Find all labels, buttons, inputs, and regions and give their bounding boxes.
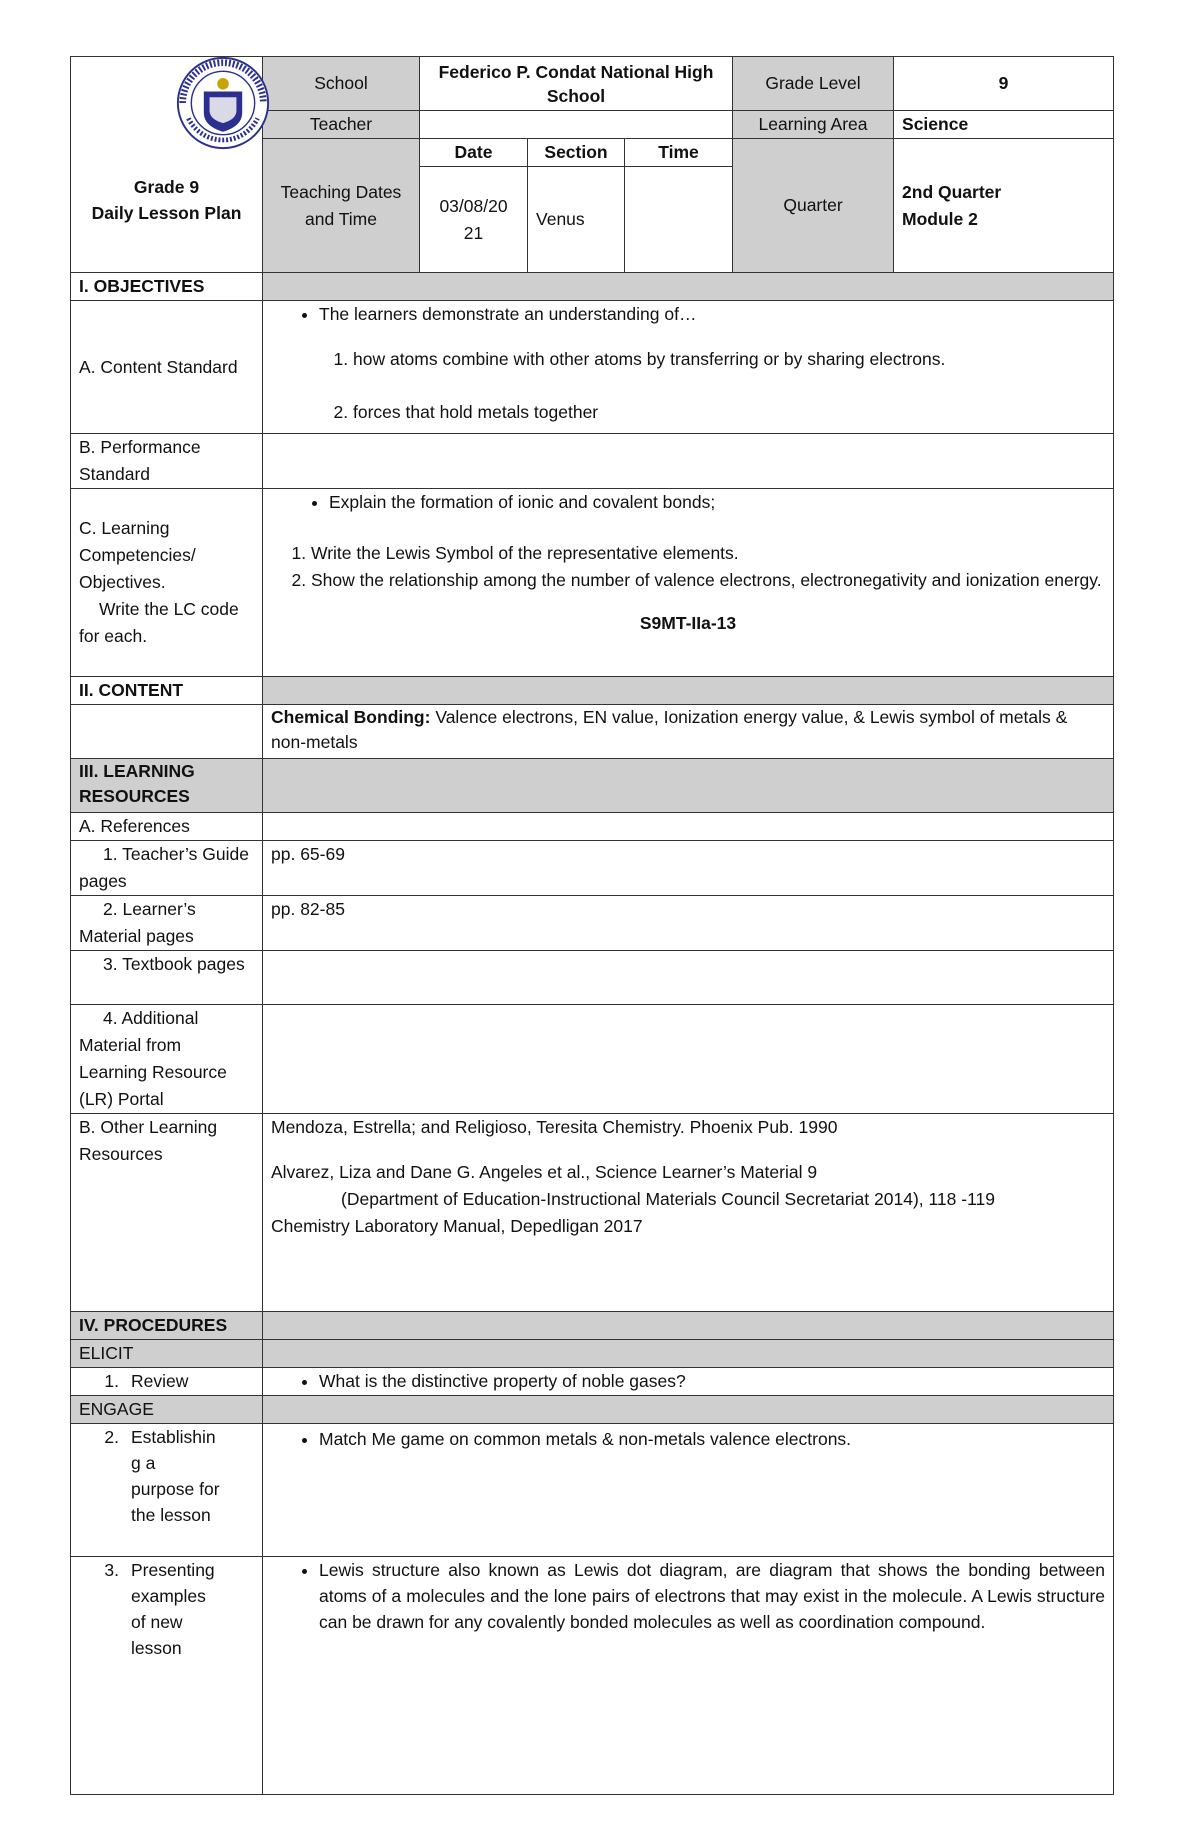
content-topic-bold: Chemical Bonding: (271, 707, 431, 727)
review-value (263, 1368, 1114, 1396)
other-resource-2: Alvarez, Liza and Dane G. Angeles et al., Science Learner’s Material 9 (271, 1162, 818, 1182)
content-heading-fill (263, 677, 1114, 705)
quarter-line-2: Module 2 (902, 208, 978, 229)
grade-level-value: 9 (894, 57, 1114, 111)
elicit-fill (263, 1340, 1114, 1368)
content-topic (263, 705, 1114, 759)
time-label: Time (625, 139, 733, 167)
procedures-heading-fill (263, 1312, 1114, 1340)
textbook-label-text: 3. Textbook pages (103, 954, 245, 974)
content-heading: II. CONTENT (71, 677, 263, 705)
engage-label: ENGAGE (71, 1396, 263, 1424)
procedures-heading: IV. PROCEDURES (71, 1312, 263, 1340)
tg-label-text: 1. Teacher’s Guide pages (79, 844, 249, 891)
learning-area-label: Learning Area (733, 111, 894, 139)
resources-heading: III. LEARNING RESOURCES (71, 759, 263, 813)
teaching-dates-label: Teaching Dates and Time (263, 139, 420, 273)
other-resources-value (263, 1114, 1114, 1312)
lesson-plan-table (70, 56, 1114, 1795)
review-label (71, 1368, 263, 1396)
examples-value (263, 1557, 1114, 1795)
elicit-label: ELICIT (71, 1340, 263, 1368)
examples-text: Presenting examples of new lesson (131, 1560, 215, 1658)
purpose-value (263, 1424, 1114, 1557)
content-standard-item: 1. how atoms combine with other atoms by transferring or by sharing electrons. (353, 346, 1105, 373)
section-value: Venus (528, 167, 625, 273)
textbook-value (263, 951, 1114, 1005)
purpose-activity: • Match Me game on common metals & non-metals valence electrons. (319, 1426, 1105, 1453)
purpose-num: 2. (104, 1427, 119, 1447)
other-resources-label: B. Other Learning Resources (71, 1114, 263, 1312)
additional-value (263, 1005, 1114, 1114)
purpose-label (71, 1424, 263, 1557)
performance-standard-label: B. Performance Standard (71, 434, 263, 489)
content-standard-intro: • The learners demonstrate an understanding of… (319, 301, 1105, 328)
examples-label (71, 1557, 263, 1795)
competency-bullet: • Explain the formation of ionic and covalent bonds; (329, 489, 1105, 516)
school-value: Federico P. Condat National High School (420, 57, 733, 111)
time-value (625, 167, 733, 273)
teacher-value (420, 111, 733, 139)
content-standard-value (263, 301, 1114, 434)
quarter-line-1: 2nd Quarter (902, 181, 1002, 202)
purpose-text: Establishin g a purpose for the lesson (131, 1427, 220, 1525)
plan-title-dlp: Daily Lesson Plan (91, 202, 242, 223)
textbook-label (71, 951, 263, 1005)
references-label: A. References (71, 813, 263, 841)
competencies-value (263, 489, 1114, 677)
competencies-label-sub: Write the LC code for each. (79, 599, 239, 646)
lc-code: S9MT-IIa-13 (639, 613, 737, 633)
teacher-label: Teacher (263, 111, 420, 139)
competency-item: 1. Write the Lewis Symbol of the representative elements. (311, 540, 1105, 567)
date-label: Date (420, 139, 528, 167)
content-topic-rest: Valence electrons, EN value, Ionization energy value, & Lewis symbol of metals & non-metals (271, 707, 1068, 752)
date-value: 03/08/20 21 (420, 167, 528, 273)
performance-standard-value (263, 434, 1114, 489)
additional-label-text: 4. Additional Material from Learning Resource (LR) Portal (79, 1008, 227, 1109)
other-resource-1: Mendoza, Estrella; and Religioso, Teresita Chemistry. Phoenix Pub. 1990 (271, 1117, 838, 1137)
quarter-value (894, 139, 1114, 273)
competency-item: 2. Show the relationship among the number of valence electrons, electronegativity and ionization energy. (311, 567, 1105, 594)
section-label: Section (528, 139, 625, 167)
school-label: School (263, 57, 420, 111)
lm-label-text: 2. Learner’s Material pages (79, 899, 196, 946)
additional-label (71, 1005, 263, 1114)
objectives-heading-fill (263, 273, 1114, 301)
review-question: • What is the distinctive property of noble gases? (319, 1368, 1105, 1395)
review-text: Review (131, 1371, 189, 1391)
lm-label (71, 896, 263, 951)
plan-title-grade: Grade 9 (133, 176, 200, 197)
review-num: 1. (104, 1371, 119, 1391)
learning-area-value: Science (894, 111, 1114, 139)
content-standard-label: A. Content Standard (71, 301, 263, 434)
engage-fill (263, 1396, 1114, 1424)
lm-value: pp. 82-85 (263, 896, 1114, 951)
quarter-label: Quarter (733, 139, 894, 273)
examples-description: • Lewis structure also known as Lewis dot diagram, are diagram that shows the bonding between atoms of a molecules and the lone pairs of electrons that may exist in the molecule. A Lewis structure can be drawn for any covalently bonded molecules as well as coordination compound. (319, 1557, 1105, 1635)
tg-label (71, 841, 263, 896)
deped-seal-icon (175, 55, 271, 151)
references-value (263, 813, 1114, 841)
content-standard-item: 2. forces that hold metals together (353, 399, 1105, 426)
tg-value: pp. 65-69 (263, 841, 1114, 896)
content-label-blank (71, 705, 263, 759)
other-resource-4: Chemistry Laboratory Manual, Depedligan 2017 (271, 1216, 643, 1236)
examples-num: 3. (104, 1560, 119, 1580)
competencies-label-main: C. Learning Competencies/ Objectives. (79, 518, 196, 592)
objectives-heading: I. OBJECTIVES (71, 273, 263, 301)
resources-heading-fill (263, 759, 1114, 813)
other-resource-3: (Department of Education-Instructional Materials Council Secretariat 2014), 118 -119 (341, 1189, 995, 1209)
competencies-label (71, 489, 263, 677)
plan-title-cell (71, 57, 263, 273)
grade-level-label: Grade Level (733, 57, 894, 111)
